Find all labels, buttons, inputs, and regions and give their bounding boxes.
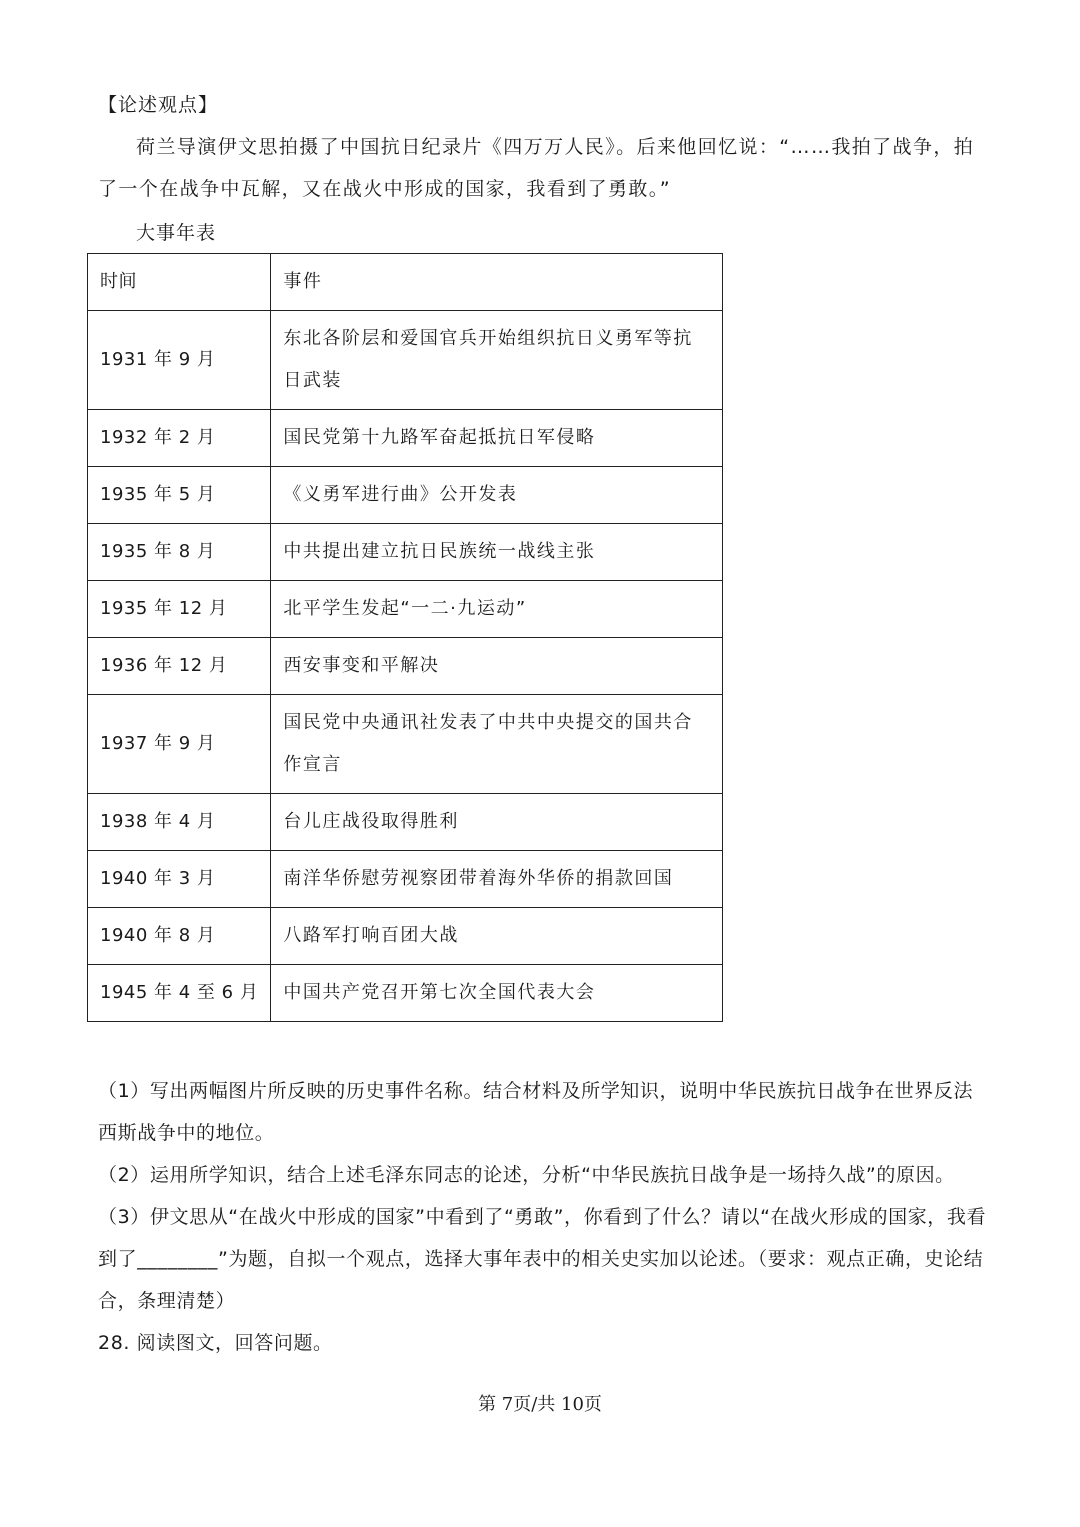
row-time: 1945 年 4 至 6 月 — [88, 965, 271, 1022]
table-row — [88, 908, 723, 965]
question-1: （1）写出两幅图片所反映的历史事件名称。结合材料及所学知识，说明中华民族抗日战争在世界反法西斯战争中的地位。 — [98, 1080, 974, 1144]
table-row — [88, 467, 723, 524]
question-28: 28. 阅读图文，回答问题。 — [98, 1332, 333, 1354]
row-time: 1931 年 9 月 — [88, 311, 271, 410]
table-row — [88, 794, 723, 851]
table-row — [88, 851, 723, 908]
row-event: 台儿庄战役取得胜利 — [271, 794, 723, 851]
row-time: 1935 年 12 月 — [88, 581, 271, 638]
page-footer: 第 7页/共 10页 — [478, 1394, 602, 1415]
row-event: 八路军打响百团大战 — [271, 908, 723, 965]
row-time: 1940 年 3 月 — [88, 851, 271, 908]
table-row — [88, 410, 723, 467]
row-event: 北平学生发起“一二·九运动” — [271, 581, 723, 638]
question-3: （3）伊文思从“在战火中形成的国家”中看到了“勇敢”，你看到了什么？请以“在战火形成的国家，我看到了________”为题，自拟一个观点，选择大事年表中的相关史实加以论述。（要求：观点正确，史论结合，条理清楚） — [98, 1206, 987, 1312]
row-time: 1932 年 2 月 — [88, 410, 271, 467]
questions-block — [98, 1070, 988, 1364]
row-event: 东北各阶层和爱国官兵开始组织抗日义勇军等抗日武装 — [271, 311, 723, 410]
table-row — [88, 695, 723, 794]
row-event: 国民党中央通讯社发表了中共中央提交的国共合作宣言 — [271, 695, 723, 794]
header-time: 时间 — [88, 254, 271, 311]
table-row — [88, 524, 723, 581]
chronology-table — [87, 253, 723, 1022]
row-time: 1940 年 8 月 — [88, 908, 271, 965]
table-row — [88, 311, 723, 410]
row-event: 西安事变和平解决 — [271, 638, 723, 695]
header-event: 事件 — [271, 254, 723, 311]
table-row — [88, 581, 723, 638]
row-event: 中国共产党召开第七次全国代表大会 — [271, 965, 723, 1022]
row-time: 1938 年 4 月 — [88, 794, 271, 851]
row-event: 南洋华侨慰劳视察团带着海外华侨的捐款回国 — [271, 851, 723, 908]
question-2: （2）运用所学知识，结合上述毛泽东同志的论述，分析“中华民族抗日战争是一场持久战”的原因。 — [98, 1164, 955, 1186]
table-header-row — [88, 254, 723, 311]
row-event: 中共提出建立抗日民族统一战线主张 — [271, 524, 723, 581]
row-time: 1935 年 8 月 — [88, 524, 271, 581]
row-time: 1937 年 9 月 — [88, 695, 271, 794]
table-row — [88, 638, 723, 695]
table-row — [88, 965, 723, 1022]
row-time: 1936 年 12 月 — [88, 638, 271, 695]
row-time: 1935 年 5 月 — [88, 467, 271, 524]
table-title: 大事年表 — [136, 222, 217, 244]
intro-paragraph: 荷兰导演伊文思拍摄了中国抗日纪录片《四万万人民》。后来他回忆说：“……我拍了战争，拍了一个在战争中瓦解，又在战火中形成的国家，我看到了勇敢。” — [98, 136, 975, 200]
section-heading: 【论述观点】 — [98, 94, 219, 116]
row-event: 《义勇军进行曲》公开发表 — [271, 467, 723, 524]
row-event: 国民党第十九路军奋起抵抗日军侵略 — [271, 410, 723, 467]
